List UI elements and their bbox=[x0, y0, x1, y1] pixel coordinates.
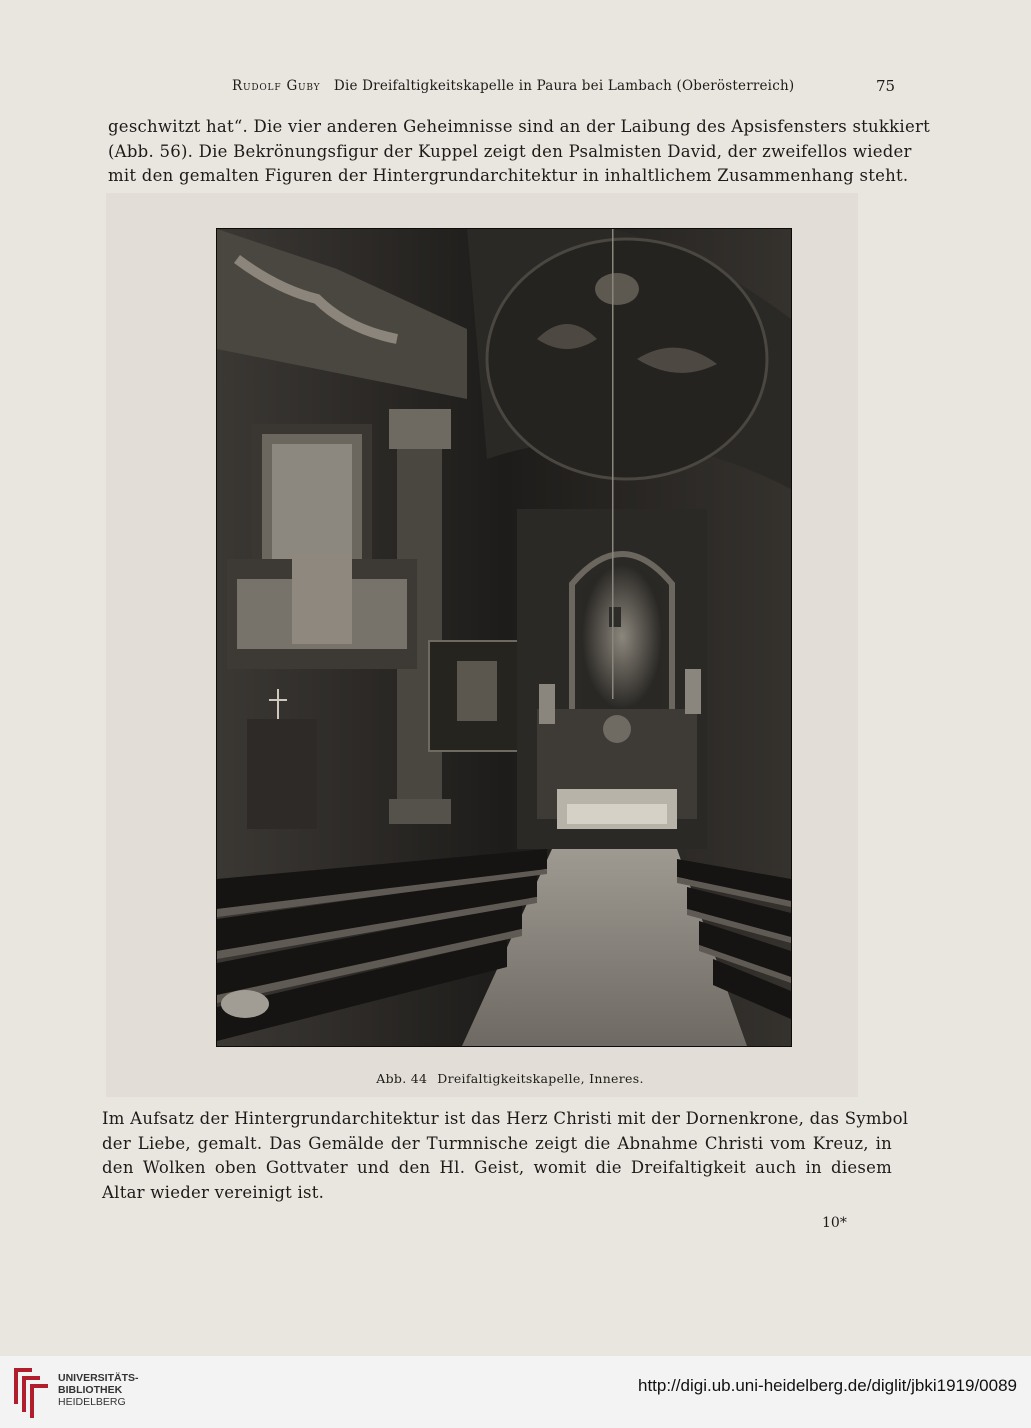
running-head-author: Rudolf Guby bbox=[232, 78, 321, 94]
figure-label: Abb. 44 bbox=[376, 1071, 428, 1086]
library-logo-icon bbox=[10, 1364, 50, 1420]
bottom-paragraph-line: Altar wieder vereinigt ist. bbox=[102, 1182, 325, 1202]
permalink-url[interactable]: http://digi.ub.uni-heidelberg.de/diglit/jbki1919/0089 bbox=[638, 1376, 1017, 1395]
library-name bbox=[58, 1372, 139, 1408]
church-interior-image bbox=[217, 229, 791, 1046]
running-head-title: Die Dreifaltigkeitskapelle in Paura bei Lambach (Oberösterreich) bbox=[333, 78, 795, 94]
top-paragraph-line: (Abb. 56). Die Bekrönungsfigur der Kuppel zeigt den Psalmisten David, der zweifellos wieder bbox=[108, 141, 912, 161]
top-paragraph-line: geschwitzt hat“. Die vier anderen Geheimnisse sind an der Laibung des Apsisfensters stukkiert bbox=[108, 117, 930, 136]
library-name-line: UNIVERSITÄTS- bbox=[58, 1372, 139, 1384]
bottom-paragraph-line: der Liebe, gemalt. Das Gemälde der Turmnische zeigt die Abnahme Christi vom Kreuz, in bbox=[102, 1133, 892, 1153]
bottom-paragraph-line: den Wolken oben Gottvater und den Hl. Geist, womit die Dreifaltigkeit auch in diesem bbox=[102, 1158, 892, 1177]
library-footer bbox=[0, 1356, 1031, 1428]
page-number: 75 bbox=[876, 77, 896, 95]
church-interior-photo bbox=[216, 228, 792, 1047]
figure-caption-text: Dreifaltigkeitskapelle, Inneres. bbox=[437, 1071, 644, 1086]
top-paragraph-line: mit den gemalten Figuren der Hintergrundarchitektur in inhaltlichem Zusammenhang steht. bbox=[108, 166, 909, 185]
bottom-paragraph-line: Im Aufsatz der Hintergrundarchitektur ist das Herz Christi mit der Dornenkrone, das Symbol bbox=[102, 1109, 909, 1128]
logo-stroke-3 bbox=[30, 1384, 48, 1418]
running-head bbox=[232, 78, 795, 94]
library-name-line: BIBLIOTHEK bbox=[58, 1384, 123, 1396]
signature-mark: 10* bbox=[822, 1215, 847, 1231]
bottom-paragraph bbox=[102, 1107, 909, 1205]
figure-caption bbox=[250, 1071, 770, 1086]
library-name-line: HEIDELBERG bbox=[58, 1396, 126, 1408]
top-paragraph bbox=[108, 115, 930, 189]
